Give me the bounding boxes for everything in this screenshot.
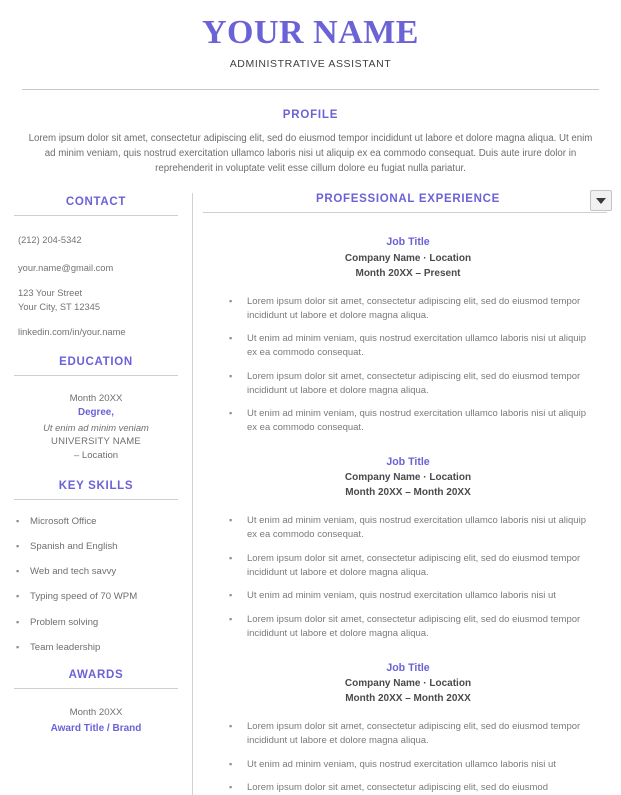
skill-label: Web and tech savvy: [30, 566, 117, 578]
contact-linkedin[interactable]: linkedin.com/in/your.name: [18, 327, 126, 338]
award-date: Month 20XX: [69, 707, 123, 719]
bullet-icon: ▪: [16, 566, 20, 577]
bullet-icon: ▪: [229, 370, 233, 381]
skill-item: [14, 591, 192, 602]
contact-phone: (212) 204-5342: [18, 235, 82, 246]
bullet-icon: ▪: [229, 614, 233, 625]
awards-heading: AWARDS: [68, 669, 124, 682]
skill-label: Microsoft Office: [30, 515, 97, 527]
education-entry: [0, 376, 192, 464]
address-line-2: Your City, ST 12345: [18, 301, 101, 312]
job-dates: Month 20XX – Month 20XX: [345, 693, 471, 705]
education-heading: EDUCATION: [59, 355, 133, 368]
skills-list: [0, 500, 192, 654]
job-bullet-text: Ut enim ad minim veniam, quis nostrud exercitation ullamco laboris nisi ut: [247, 758, 556, 770]
job-entry: [203, 641, 613, 795]
education-section: [0, 356, 192, 464]
experience-divider: [203, 212, 607, 213]
bullet-icon: ▪: [16, 616, 20, 627]
sidebar: [0, 193, 193, 795]
page-title: YOUR NAME: [202, 14, 419, 51]
bullet-icon: ▪: [229, 758, 233, 769]
award-title: Award Title / Brand: [50, 722, 142, 734]
contact-email[interactable]: your.name@gmail.com: [18, 262, 114, 273]
job-title: Job Title: [386, 236, 430, 249]
experience-header: [203, 193, 613, 213]
experience-column: [193, 193, 621, 795]
caret-down-icon: [596, 198, 606, 204]
bullet-icon: ▪: [229, 721, 233, 732]
skills-section: [0, 480, 192, 654]
job-bullet-text: Lorem ipsum dolor sit amet, consectetur adipiscing elit, sed do eiusmod tempor incididunt ut labore et dolore magna aliqua.: [247, 295, 581, 321]
bullet-icon: ▪: [16, 641, 20, 652]
bullet-icon: ▪: [229, 408, 233, 419]
bullet-icon: ▪: [229, 782, 233, 793]
job-bullet: [229, 758, 595, 772]
skill-item: [14, 617, 192, 628]
bullet-icon: ▪: [16, 591, 20, 602]
job-bullet: [229, 295, 595, 323]
job-title: Job Title: [386, 455, 430, 468]
job-bullet-text: Lorem ipsum dolor sit amet, consectetur adipiscing elit, sed do eiusmod: [247, 782, 548, 794]
job-bullet-text: Lorem ipsum dolor sit amet, consectetur adipiscing elit, sed do eiusmod tempor incididunt ut labore et dolore magna aliqua.: [247, 614, 581, 639]
bullet-icon: ▪: [16, 540, 20, 551]
job-bullet-text: Lorem ipsum dolor sit amet, consectetur adipiscing elit, sed do eiusmod tempor incididunt ut labore et dolore magna aliqua.: [247, 721, 581, 746]
profile-text: Lorem ipsum dolor sit amet, consectetur adipiscing elit, sed do eiusmod tempor incididunt ut labore et dolore magna aliqua. Ut enim ad minim veniam, quis nostrud exercitation ullamco laboris nisi ut aliquip ex ea commodo consequat. Duis aute irure dolor in reprehenderit in voluptate velit esse cillum dolore eu fugiat nulla pariatur.: [28, 133, 593, 175]
job-company-location: Company Name · Location: [344, 472, 472, 484]
job-company-location: Company Name · Location: [344, 252, 472, 264]
education-field: Ut enim ad minim veniam: [43, 421, 149, 433]
bullet-icon: ▪: [229, 295, 233, 306]
skill-label: Team leadership: [30, 641, 101, 653]
address-line-1: 123 Your Street: [18, 288, 83, 299]
contact-heading: CONTACT: [65, 196, 127, 209]
jobs-list: [203, 213, 613, 795]
resume-body: [0, 193, 621, 795]
skill-item: [14, 516, 192, 527]
job-bullet-text: Ut enim ad minim veniam, quis nostrud exercitation ullamco laboris nisi ut aliquip ex ea commodo consequat.: [247, 515, 586, 541]
job-entry: [203, 213, 613, 434]
contact-list: [0, 216, 192, 339]
skills-heading: KEY SKILLS: [58, 479, 134, 492]
job-bullet: [229, 514, 595, 542]
education-date: Month 20XX: [69, 392, 123, 404]
education-university: UNIVERSITY NAME: [51, 436, 141, 448]
job-title: Job Title: [386, 661, 430, 674]
skill-label: Problem solving: [30, 616, 99, 628]
job-bullet: [229, 781, 595, 795]
job-bullet-text: Lorem ipsum dolor sit amet, consectetur adipiscing elit, sed do eiusmod tempor incididunt ut labore et dolore magna aliqua.: [247, 552, 581, 578]
job-bullet-text: Ut enim ad minim veniam, quis nostrud exercitation ullamco laboris nisi ut: [247, 590, 556, 602]
award-entry: [0, 689, 192, 736]
bullet-icon: ▪: [229, 590, 233, 601]
job-bullet: [229, 332, 595, 360]
bullet-icon: ▪: [229, 515, 233, 526]
skill-label: Spanish and English: [30, 540, 118, 552]
education-location: – Location: [73, 450, 119, 462]
job-dates: Month 20XX – Present: [355, 267, 461, 279]
resume-header: [0, 0, 621, 70]
job-dates: Month 20XX – Month 20XX: [345, 487, 471, 499]
profile-section: [0, 90, 621, 176]
job-bullet: [229, 613, 595, 641]
skill-label: Typing speed of 70 WPM: [30, 591, 138, 603]
job-bullet-text: Ut enim ad minim veniam, quis nostrud exercitation ullamco laboris nisi ut aliquip ex ea commodo consequat.: [247, 333, 586, 359]
job-bullet-list: [203, 281, 613, 435]
profile-heading: PROFILE: [282, 109, 339, 122]
job-bullet: [229, 589, 595, 603]
contact-section: [0, 193, 192, 339]
awards-section: [0, 669, 192, 736]
bullet-icon: ▪: [16, 515, 20, 526]
experience-heading: PROFESSIONAL EXPERIENCE: [316, 193, 500, 206]
job-bullet-text: Lorem ipsum dolor sit amet, consectetur adipiscing elit, sed do eiusmod tempor incididunt ut labore et dolore magna aliqua.: [247, 370, 581, 396]
bullet-icon: ▪: [229, 552, 233, 563]
job-bullet-list: [203, 706, 613, 795]
job-bullet: [229, 552, 595, 580]
job-company-location: Company Name · Location: [344, 678, 472, 690]
education-degree: Degree,: [78, 407, 114, 419]
job-bullet-text: Ut enim ad minim veniam, quis nostrud exercitation ullamco laboris nisi ut aliquip ex ea commodo consequat.: [247, 408, 586, 434]
bullet-icon: ▪: [229, 333, 233, 344]
job-bullet: [229, 407, 595, 435]
job-bullet-list: [203, 500, 613, 640]
skill-item: [14, 541, 192, 552]
skill-item: [14, 566, 192, 577]
job-bullet: [229, 370, 595, 398]
job-role-subtitle: ADMINISTRATIVE ASSISTANT: [229, 58, 392, 71]
job-entry: [203, 435, 613, 641]
skill-item: [14, 642, 192, 653]
section-dropdown-button[interactable]: [590, 190, 612, 211]
job-bullet: [229, 720, 595, 748]
contact-address: [18, 287, 192, 314]
